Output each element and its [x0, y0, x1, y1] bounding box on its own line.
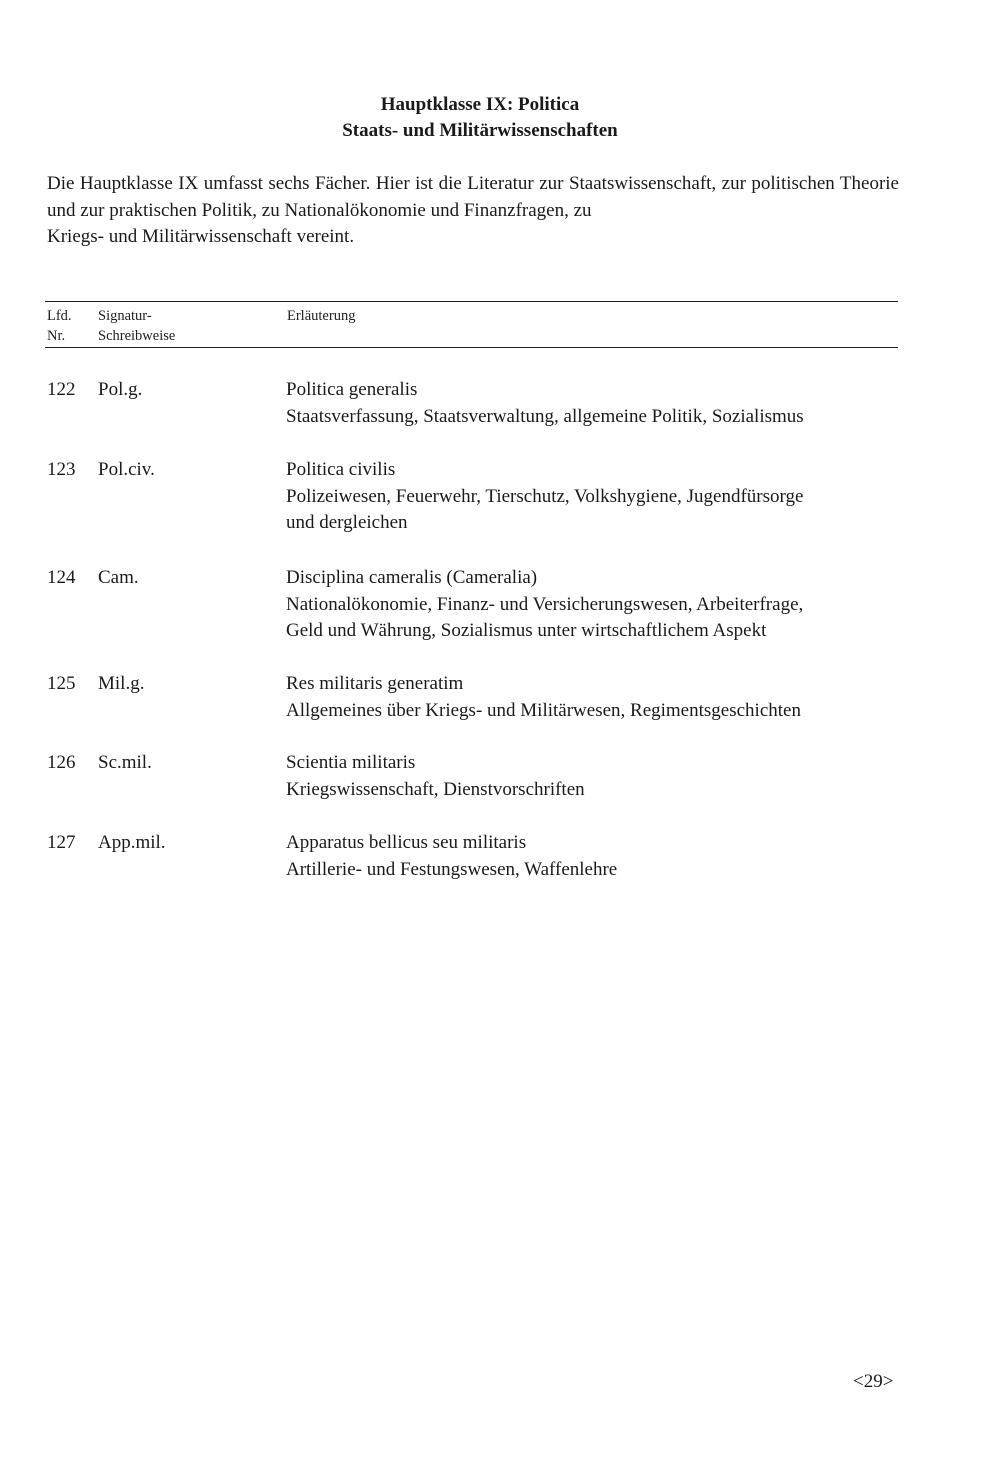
column-header-explanation: Erläuterung: [287, 308, 356, 324]
row-description-line: und dergleichen: [286, 512, 408, 533]
table-top-rule: [45, 301, 898, 302]
row-title: Disciplina cameralis (Cameralia): [286, 567, 538, 588]
row-title: Res militaris generatim: [286, 673, 464, 694]
intro-paragraph: [47, 171, 899, 251]
row-description-line: Artillerie- und Festungswesen, Waffenlehre: [286, 858, 618, 880]
row-title: Politica generalis: [286, 379, 418, 400]
table-header-rule: [45, 347, 898, 348]
row-explanation: [286, 457, 901, 537]
intro-text: Die Hauptklasse IX umfasst sechs Fächer. Hier ist die Literatur zur Staatswissenschaft, zur politischen Theorie und zur praktischen Politik, zu Nationalökonomie und Finanzfragen, zu: [47, 173, 899, 221]
row-description-line: Polizeiwesen, Feuerwehr, Tierschutz, Volkshygiene, Jugendfürsorge: [286, 485, 804, 507]
row-signature: Sc.mil.: [98, 752, 152, 773]
row-description-line: Nationalökonomie, Finanz- und Versicherungswesen, Arbeiterfrage,: [286, 593, 804, 615]
intro-text-last-line: Kriegs- und Militärwissenschaft vereint.: [47, 226, 355, 247]
row-number: 122: [47, 379, 76, 400]
row-number: 125: [47, 673, 76, 694]
column-header-signature-line2: Schreibweise: [98, 328, 176, 344]
row-description-line: Kriegswissenschaft, Dienstvorschriften: [286, 778, 585, 800]
column-header-number-line2: Nr.: [47, 328, 66, 344]
row-number: 127: [47, 832, 76, 853]
row-signature: Cam.: [98, 567, 139, 588]
row-explanation: [286, 830, 901, 883]
column-header-signature-line1: Signatur-: [98, 308, 152, 324]
row-description-line: Staatsverfassung, Staatsverwaltung, allgemeine Politik, Sozialismus: [286, 405, 804, 427]
row-explanation: [286, 671, 901, 724]
row-signature: Mil.g.: [98, 673, 145, 694]
row-signature: App.mil.: [98, 832, 166, 853]
column-header-number: [47, 306, 72, 346]
row-explanation: [286, 565, 901, 645]
row-explanation: [286, 377, 901, 430]
row-description-line: Geld und Währung, Sozialismus unter wirtschaftlichem Aspekt: [286, 620, 767, 641]
row-number: 124: [47, 567, 76, 588]
row-title: Apparatus bellicus seu militaris: [286, 832, 527, 853]
section-title: Hauptklasse IX: Politica: [380, 94, 580, 115]
section-subtitle: Staats- und Militärwissenschaften: [342, 120, 618, 141]
row-title: Scientia militaris: [286, 752, 416, 773]
column-header-number-line1: Lfd.: [47, 308, 72, 324]
row-number: 126: [47, 752, 76, 773]
row-explanation: [286, 750, 901, 803]
row-signature: Pol.civ.: [98, 459, 155, 480]
column-header-signature: [98, 306, 175, 346]
row-title: Politica civilis: [286, 459, 396, 480]
page-number: <29>: [853, 1371, 894, 1392]
row-description-line: Allgemeines über Kriegs- und Militärwesen, Regimentsgeschichten: [286, 699, 801, 721]
row-signature: Pol.g.: [98, 379, 143, 400]
row-number: 123: [47, 459, 76, 480]
